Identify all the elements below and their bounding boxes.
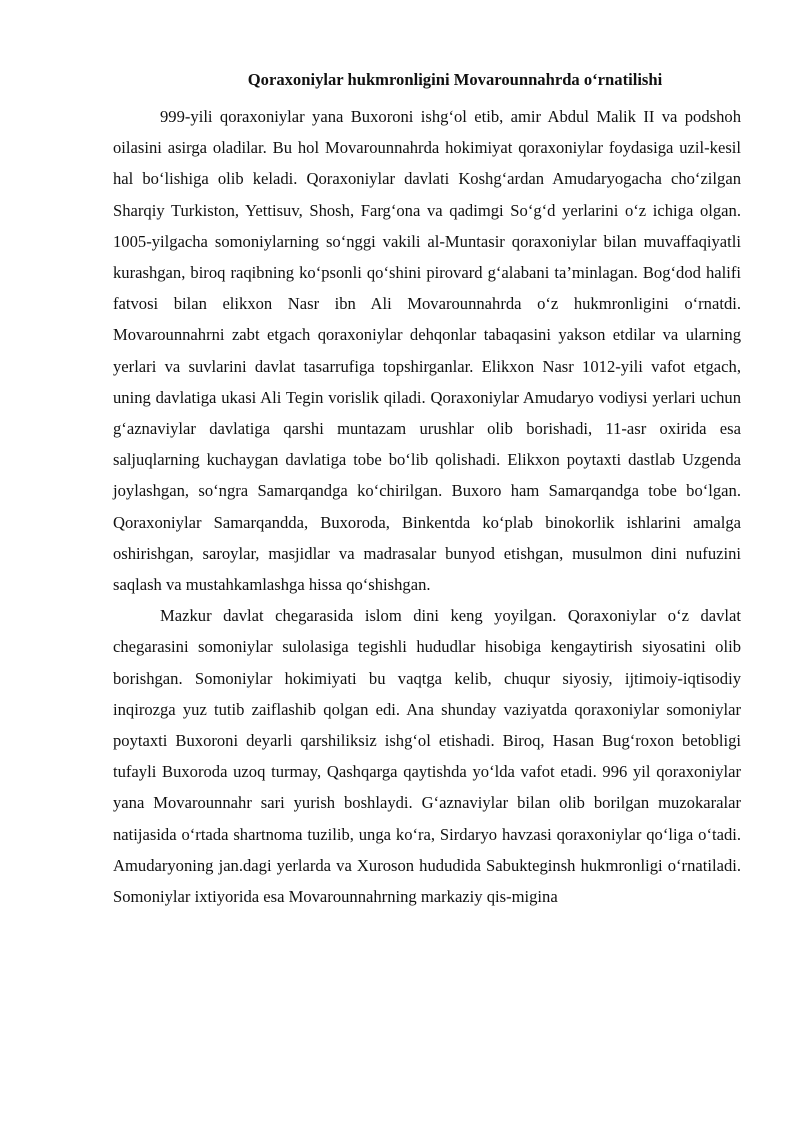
paragraph-1: 999-yili qoraxoniylar yana Buxoroni ishg‘ol etib, amir Abdul Malik II va podshoh oilasini asirga oladilar. Bu hol Movarounnahrda hokimiyat qoraxoniylar foydasiga uzil-kesil hal bo‘lishiga olib keladi. Qoraxoniylar davlati Koshg‘ardan Amudaryogacha cho‘zilgan Sharqiy Turkiston, Yettisuv, Shosh, Farg‘ona va qadimgi So‘g‘d yerlarini o‘z ichiga olgan. 1005-yilgacha somoniylarning so‘nggi vakili al-Muntasir qoraxoniylar bilan muvaffaqiyatli kurashgan, biroq raqibning ko‘psonli qo‘shini pirovard g‘alabani ta’minlagan. Bog‘dod halifi fatvosi bilan elikxon Nasr ibn Ali Movarounnahrda o‘z hukmronligini o‘rnatdi. Movarounnahrni zabt etgach qoraxoniylar dehqonlar tabaqasini yakson etdilar va ularning yerlari va suvlarini davlat tasarrufiga topshirganlar. Elikxon Nasr 1012-yili vafot etgach, uning davlatiga ukasi Ali Tegin vorislik qiladi. Qoraxoniylar Amudaryo vodiysi yerlari uchun g‘aznaviylar davlatiga qarshi muntazam urushlar olib borishadi, 11-asr oxirida esa saljuqlarning kuchaygan davlatiga tobe bo‘lib qolishadi. Elikxon poytaxti dastlab Uzgenda joylashgan, so‘ngra Samarqandga ko‘chirilgan. Buxoro ham Samarqandga tobe bo‘lgan. Qoraxoniylar Samarqandda, Buxoroda, Binkentda ko‘plab binokorlik ishlarini amalga oshirishgan, saroylar, masjidlar va madrasalar bunyod etishgan, musulmon dini nufuzini saqlash va mustahkamlashga hissa qo‘shishgan. (113, 107, 741, 595)
document-title: Qoraxoniylar hukmronligini Movarounnahrda o‘rnatilishi (247, 70, 663, 89)
document-body (113, 70, 741, 912)
paragraph-2: Mazkur davlat chegarasida islom dini keng yoyilgan. Qoraxoniylar o‘z davlat chegarasini somoniylar sulolasiga tegishli hududlar hisobiga kengaytirish siyosatini olib borishgan. Somoniylar hokimiyati bu vaqtga kelib, chuqur siyosiy, ijtimoiy-iqtisodiy inqirozga yuz tutib zaiflashib qolgan edi. Ana shunday vaziyatda qoraxoniylar somoniylar poytaxti Buxoroni deyarli qarshiliksiz ishg‘ol etishadi. Biroq, Hasan Bug‘roxon betobligi tufayli Buxoroda uzoq turmay, Qashqarga qaytishda yo‘lda vafot etadi. 996 yil qoraxoniylar yana Movarounnahr sari yurish boshlaydi. G‘aznaviylar bilan olib borilgan muzokaralar natijasida o‘rtada shartnoma tuzilib, unga ko‘ra, Sirdaryo havzasi qoraxoniylar qo‘liga o‘tadi. Amudaryoning jan.dagi yerlarda va Xuroson hududida Sabukteginsh hukmronligi o‘rnatiladi. Somoniylar ixtiyorida esa Movarounnahrning markaziy qis-migina (113, 606, 741, 907)
